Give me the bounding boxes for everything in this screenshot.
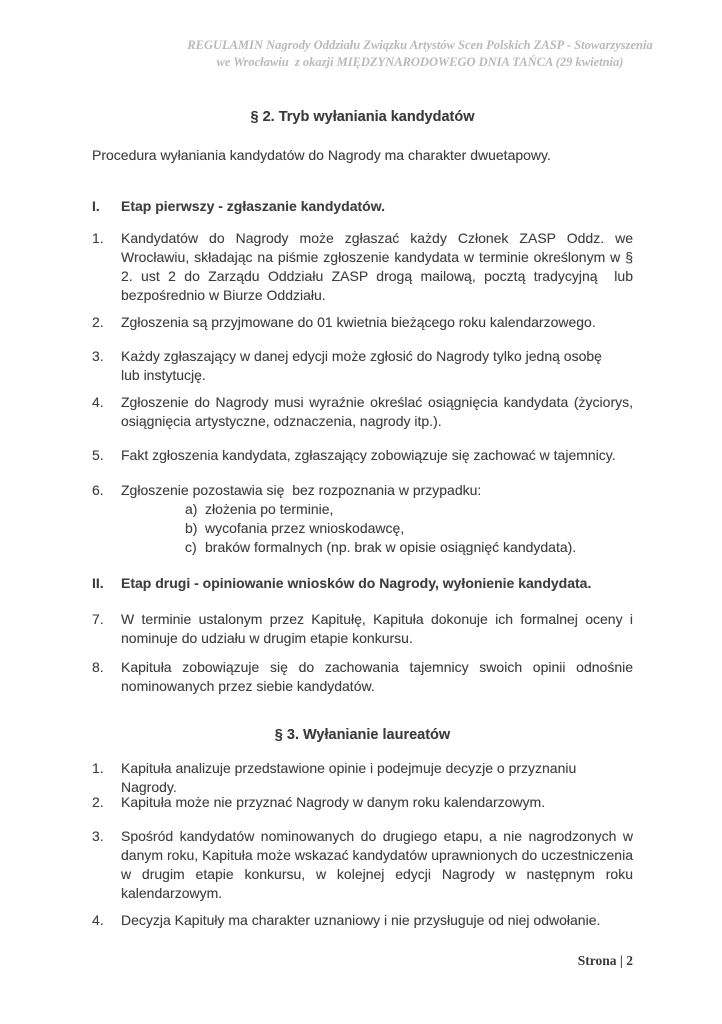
document-header <box>115 37 722 71</box>
s3-list-item-4 <box>92 911 633 930</box>
item-number: 3. <box>92 828 104 844</box>
item-number: 7. <box>92 611 104 627</box>
sub-item-marker: c) <box>185 539 197 555</box>
list-item-6 <box>92 481 633 557</box>
sub-item-marker: a) <box>185 501 198 517</box>
item-number: 3. <box>92 348 104 364</box>
item-text: Zgłoszenia są przyjmowane do 01 kwietnia bieżącego roku kalendarzowego. <box>121 314 596 330</box>
item-text: Kapituła zobowiązuje się do zachowania tajemnicy swoich opinii odnośnie nominowanych przez siebie kandydatów. <box>121 659 633 694</box>
header-line-2: we Wrocławiu z okazji MIĘDZYNARODOWEGO DNIA TAŃCA (29 kwietnia) <box>216 55 624 69</box>
item-text: Kapituła może nie przyznać Nagrody w danym roku kalendarzowym. <box>121 794 546 810</box>
item-text: Decyzja Kapituły ma charakter uznaniowy i nie przysługuje od niej odwołanie. <box>121 912 601 928</box>
item-number: 4. <box>92 394 104 410</box>
item-number: 2. <box>92 794 104 810</box>
stage-1-title: Etap pierwszy - zgłaszanie kandydatów. <box>121 198 385 214</box>
sub-item-text: wycofania przez wnioskodawcę, <box>205 520 405 536</box>
s3-list-item-2 <box>92 793 633 812</box>
item-text: Spośród kandydatów nominowanych do drugiego etapu, a nie nagrodzonych w danym roku, Kapituła może wskazać kandydatów uprawnionych do uczestniczenia w drugim etapie konkursu, w kolejnej edycji Nagrody w następnym roku kalendarzowym. <box>121 828 633 901</box>
item-number: 1. <box>92 230 104 246</box>
s3-list-item-1 <box>92 759 633 797</box>
item-number: 6. <box>92 482 104 498</box>
item-text: Kapituła analizuje przedstawione opinie i podejmuje decyzje o przyznaniu Nagrody. <box>121 760 577 795</box>
stage-1-numeral: I. <box>92 198 100 214</box>
sub-item-text: złożenia po terminie, <box>205 501 334 517</box>
sub-item-c <box>185 538 633 557</box>
list-item-3 <box>92 347 633 385</box>
section-3-title: § 3. Wyłanianie laureatów <box>274 727 451 743</box>
stage-2-title: Etap drugi - opiniowanie wniosków do Nagrody, wyłonienie kandydata. <box>121 575 592 591</box>
item-number: 8. <box>92 659 104 675</box>
section-2-intro: Procedura wyłaniania kandydatów do Nagrody ma charakter dwuetapowy. <box>92 147 551 163</box>
sub-item-text: braków formalnych (np. brak w opisie osiągnięć kandydata). <box>205 539 577 555</box>
item-lead-text: Zgłoszenie pozostawia się bez rozpoznania w przypadku: <box>121 482 482 498</box>
list-item-8 <box>92 658 633 696</box>
list-item-5 <box>92 446 633 465</box>
sub-item-b <box>185 519 633 538</box>
section-2-title: § 2. Tryb wyłaniania kandydatów <box>250 109 475 125</box>
stage-1-heading <box>92 197 633 216</box>
item-text-line-1: Każdy zgłaszający w danej edycji może zgłosić do Nagrody tylko jedną osobę <box>121 348 602 364</box>
item-number: 5. <box>92 447 104 463</box>
item-text-line-2: lub instytucję. <box>121 367 206 383</box>
sub-item-marker: b) <box>185 520 198 536</box>
item-number: 1. <box>92 760 104 776</box>
item-text <box>121 347 633 385</box>
item-number: 2. <box>92 314 104 330</box>
list-item-2 <box>92 313 633 332</box>
header-line-1: REGULAMIN Nagrody Oddziału Związku Artystów Scen Polskich ZASP - Stowarzyszenia <box>187 38 653 52</box>
list-item-7 <box>92 610 633 648</box>
stage-2-numeral: II. <box>92 575 104 591</box>
item-text: W terminie ustalonym przez Kapitułę, Kapituła dokonuje ich formalnej oceny i nominuje do udziału w drugim etapie konkursu. <box>121 611 633 646</box>
s3-list-item-3 <box>92 827 633 903</box>
list-item-1 <box>92 229 633 305</box>
list-item-4 <box>92 393 633 431</box>
item-number: 4. <box>92 912 104 928</box>
footer-page-number: Strona | 2 <box>577 953 633 968</box>
item-text: Zgłoszenie do Nagrody musi wyraźnie określać osiągnięcia kandydata (życiorys, osiągnięcia artystyczne, odznaczenia, nagrody itp.). <box>121 394 633 429</box>
item-text: Kandydatów do Nagrody może zgłaszać każdy Członek ZASP Oddz. we Wrocławiu, składając na piśmie zgłoszenie kandydata w terminie określonym w § 2. ust 2 do Zarządu Oddziału ZASP drogą mailową, pocztą tradycyjną lub bezpośrednio w Biurze Oddziału. <box>121 230 633 303</box>
stage-2-heading <box>92 574 633 593</box>
item-text: Fakt zgłoszenia kandydata, zgłaszający zobowiązuje się zachować w tajemnicy. <box>121 447 616 463</box>
sub-item-a <box>185 500 633 519</box>
